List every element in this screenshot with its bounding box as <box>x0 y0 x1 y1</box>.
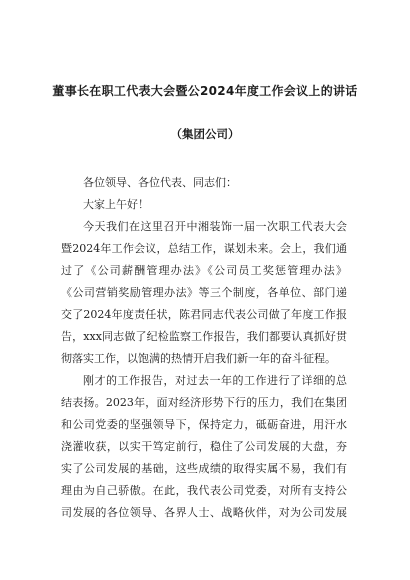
paragraph-line: 今天我们在这里召开中湘装饰一届一次职工代表大会 <box>83 220 347 233</box>
paragraph-line: 实了公司发展的基础，这些成绩的取得实属不易，我们有 <box>61 462 347 475</box>
paragraph-line: 彻落实工作，以饱满的热情开启我们新一年的奋斗征程。 <box>61 352 336 365</box>
greeting-line: 各位领导、各位代表、同志们： <box>83 176 237 189</box>
paragraph-line: 告，xxx同志做了纪检监察工作报告，我们都要认真抓好贯 <box>61 330 347 343</box>
paragraph-line: 理由为自己骄傲。在此，我代表公司党委，对所有支持公 <box>61 484 347 497</box>
paragraph-line: 《公司营销奖励管理办法》等三个制度，各单位、部门递 <box>61 286 347 299</box>
paragraph-line: 浇灌收获，以实干笃定前行，稳住了公司发展的大盘，夯 <box>61 440 347 453</box>
paragraph-line: 和公司党委的坚强领导下，保持定力，砥砺奋进，用汗水 <box>61 418 347 431</box>
paragraph-line: 结表扬。2023年，面对经济形势下行的压力，我们在集团 <box>61 396 347 409</box>
document-subtitle: （集团公司） <box>170 127 240 141</box>
paragraph-line: 暨2024年工作会议，总结工作，谋划未来。会上，我们通 <box>61 242 347 255</box>
paragraph-line: 交了2024年度责任状，陈君同志代表公司做了年度工作报 <box>61 308 347 321</box>
salutation-line: 大家上午好！ <box>83 198 149 211</box>
document-title: 董事长在职工代表大会暨公2024年度工作会议上的讲话 <box>52 84 358 98</box>
paragraph-line: 刚才的工作报告，对过去一年的工作进行了详细的总 <box>83 374 347 387</box>
paragraph-line: 过了《公司薪酬管理办法》《公司员工奖惩管理办法》 <box>61 264 347 277</box>
paragraph-line: 司发展的各位领导、各界人士、战略伙伴，对为公司发展 <box>61 506 347 519</box>
